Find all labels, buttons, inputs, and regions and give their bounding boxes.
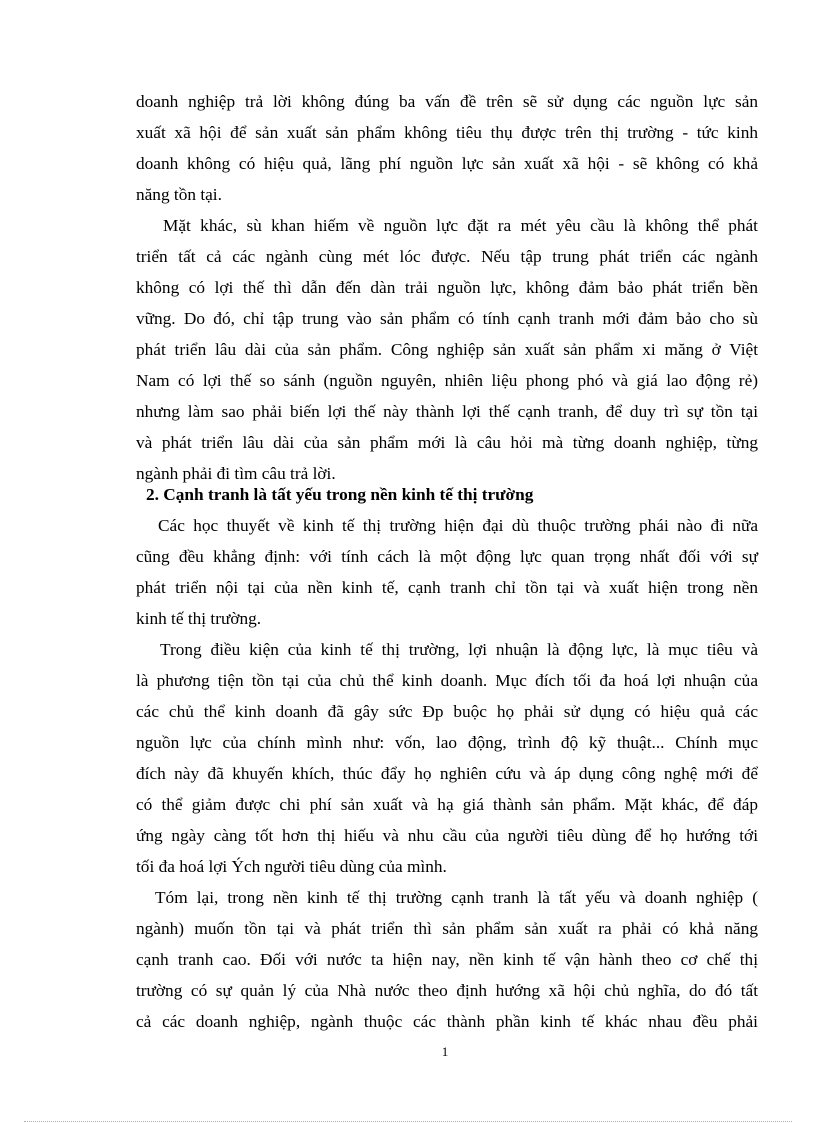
text-line: kinh tế thị trường.: [136, 609, 262, 628]
text-line: Mặt khác, sù khan hiếm về nguồn lực đặt ra mét yêu cầu là không thể phát: [163, 216, 758, 235]
text-line: là phương tiện tồn tại của chủ thể kinh doanh. Mục đích tối đa hoá lợi nhuận của: [136, 671, 758, 690]
text-line: có thể giảm được chi phí sản xuất và hạ giá thành sản phẩm. Mặt khác, để đáp: [136, 795, 758, 814]
text-line: cũng đều khẳng định: với tính cách là một động lực quan trọng nhất đối với sự: [136, 547, 758, 566]
text-line: năng tồn tại.: [136, 185, 222, 204]
text-line: doanh nghiệp trả lời không đúng ba vấn đề trên sẽ sử dụng các nguồn lực sản: [136, 92, 758, 111]
text-line: nhưng làm sao phải biến lợi thế này thành lợi thế cạnh tranh, để duy trì sự tồn tại: [136, 402, 758, 421]
text-line: trường có sự quản lý của Nhà nước theo định hướng xã hội chủ nghĩa, do đó tất: [136, 981, 758, 1000]
text-line: xuất xã hội để sản xuất sản phẩm không tiêu thụ được trên thị trường - tức kinh: [136, 123, 758, 142]
text-line: và phát triển lâu dài của sản phẩm mới là câu hỏi mà từng doanh nghiệp, từng: [136, 433, 758, 452]
text-line: cạnh tranh cao. Đối với nước ta hiện nay, nền kinh tế vận hành theo cơ chế thị: [136, 950, 758, 969]
text-line: Nam có lợi thế so sánh (nguồn nguyên, nhiên liệu phong phó và giá lao động rẻ): [136, 371, 758, 390]
text-line: ứng ngày càng tốt hơn thị hiếu và nhu cầu của người tiêu dùng để họ hướng tới: [136, 826, 758, 845]
text-line: phát triển nội tại của nền kinh tế, cạnh tranh chỉ tồn tại và xuất hiện trong nền: [136, 578, 758, 597]
text-line: ngành) muốn tồn tại và phát triển thì sản phẩm sản xuất ra phải có khả năng: [136, 919, 758, 938]
text-line: Tóm lại, trong nền kinh tế thị trường cạnh tranh là tất yếu và doanh nghiệp (: [155, 888, 758, 907]
text-line: triển tất cả các ngành cùng mét lóc được. Nếu tập trung phát triển các ngành: [136, 247, 758, 266]
page-bottom-divider: [24, 1121, 792, 1122]
text-line: ngành phải đi tìm câu trả lời.: [136, 464, 336, 483]
text-line: vững. Do đó, chỉ tập trung vào sản phẩm có tính cạnh tranh mới đảm bảo cho sù: [136, 309, 758, 328]
text-line: tối đa hoá lợi Ých người tiêu dùng của mình.: [136, 857, 447, 876]
text-line: đích này đã khuyến khích, thúc đẩy họ nghiên cứu và áp dụng công nghệ mới để: [136, 764, 758, 783]
text-line: doanh không có hiệu quả, lãng phí nguồn lực sản xuất xã hội - sẽ không có khả: [136, 154, 758, 173]
text-line: Các học thuyết về kinh tế thị trường hiện đại dù thuộc trường phái nào đi nữa: [158, 516, 758, 535]
text-line: không có lợi thế thì dẫn đến dàn trải nguồn lực, không đảm bảo phát triển bền: [136, 278, 758, 297]
text-line: phát triển lâu dài của sản phẩm. Công nghiệp sản xuất sản phẩm xi măng ở Việt: [136, 340, 758, 359]
text-line: các chủ thể kinh doanh đã gây sức Ðp buộc họ phải sử dụng có hiệu quả các: [136, 702, 758, 721]
text-line: nguồn lực của chính mình như: vốn, lao động, trình độ kỹ thuật... Chính mục: [136, 733, 758, 752]
page-number: 1: [441, 1044, 449, 1059]
text-line: cả các doanh nghiệp, ngành thuộc các thành phần kinh tế khác nhau đều phải: [136, 1012, 758, 1031]
text-line: Trong điều kiện của kinh tế thị trường, lợi nhuận là động lực, là mục tiêu và: [160, 640, 758, 659]
section-heading: 2. Cạnh tranh là tất yếu trong nền kinh tế thị trường: [146, 485, 534, 504]
